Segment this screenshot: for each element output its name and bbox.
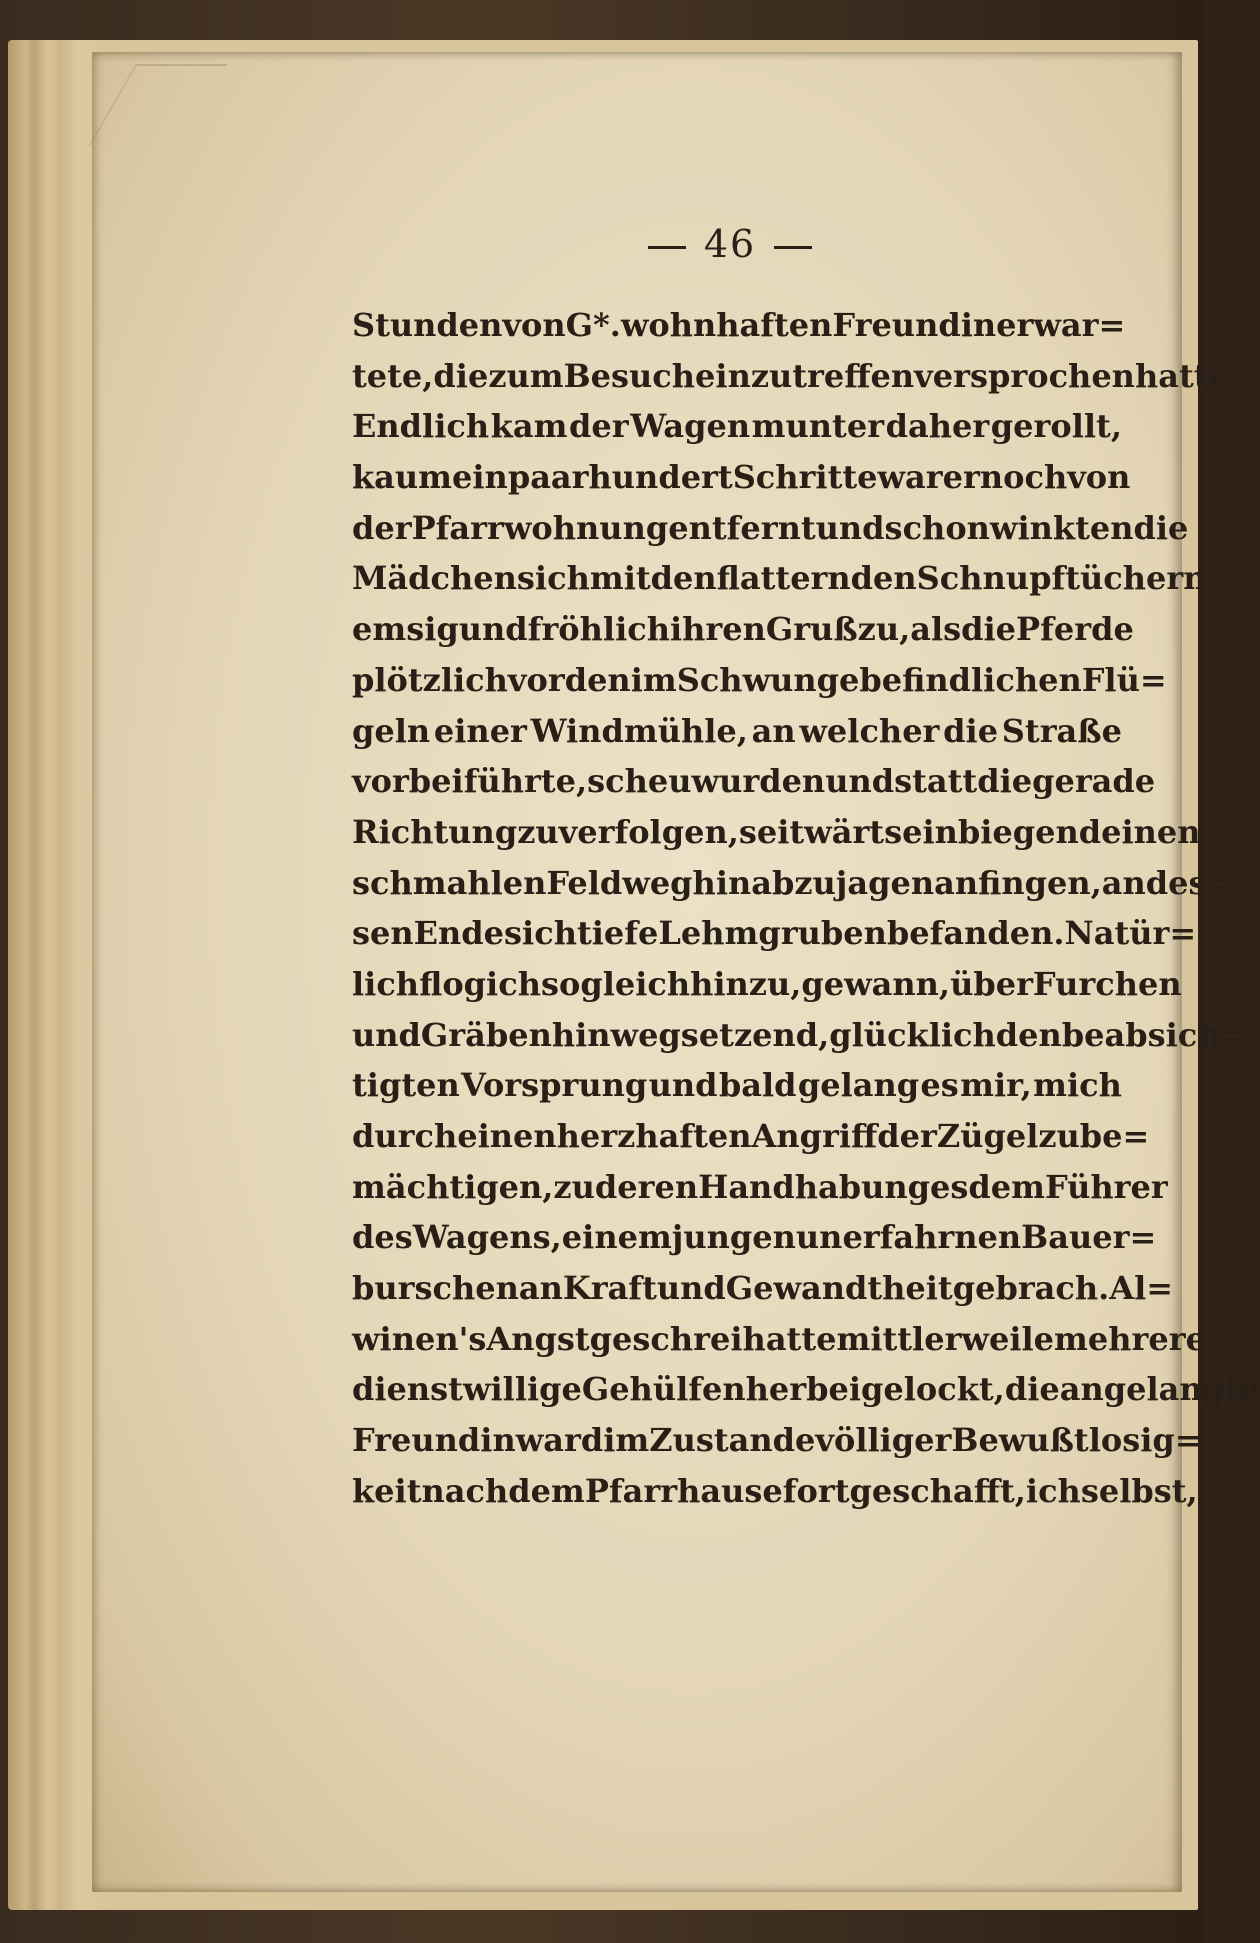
word: den	[564, 660, 631, 699]
word: ward	[515, 1421, 604, 1460]
word: von	[1067, 458, 1131, 497]
word: fortgeschafft,	[782, 1471, 1026, 1510]
word: vorbei	[352, 762, 464, 801]
word: Stunden	[352, 306, 503, 344]
word: die	[1004, 1370, 1060, 1409]
word: hatte.	[1134, 356, 1240, 395]
word: an	[751, 711, 796, 750]
word: gerollt,	[990, 407, 1122, 446]
word: emsig	[352, 610, 459, 649]
word: dem	[508, 1471, 585, 1510]
word: die	[961, 610, 1017, 649]
word: schon	[884, 508, 990, 547]
word: welcher	[799, 711, 940, 750]
word: Feldweg	[546, 863, 693, 902]
word: Lehmgruben	[658, 914, 887, 953]
header-dash-left	[648, 246, 686, 249]
word: flatternden	[716, 559, 917, 598]
word: herbeigelockt,	[745, 1370, 1005, 1409]
word: jungen	[671, 1218, 796, 1257]
word: den	[995, 1015, 1062, 1054]
word: Gräben	[420, 1015, 552, 1054]
word: hundert	[588, 458, 733, 497]
word: hinwegsetzend,	[551, 1015, 830, 1054]
word: hinabzujagen	[692, 863, 935, 902]
word: Kraft	[562, 1269, 657, 1308]
word: geln	[352, 711, 431, 750]
word: als	[910, 610, 962, 649]
word: Mädchen	[352, 559, 517, 598]
text-line	[352, 908, 1197, 959]
text-line	[352, 756, 1156, 807]
word: sich	[516, 559, 590, 598]
word: plötzlich	[352, 660, 508, 699]
word: die	[943, 711, 999, 750]
word: unerfahrnen	[795, 1218, 1022, 1257]
text-line	[352, 1415, 1202, 1466]
word: kam	[490, 407, 568, 446]
text-line	[352, 604, 1134, 655]
word: daher	[885, 407, 990, 446]
word: Ende	[413, 914, 505, 953]
word: die	[433, 356, 489, 395]
word: nach	[421, 1471, 509, 1510]
word: sen	[352, 914, 414, 953]
text-line	[352, 1212, 1157, 1263]
word: Wagens,	[412, 1218, 562, 1257]
word: Schnupftüchern	[916, 559, 1207, 598]
word: Straße	[1001, 711, 1122, 750]
word: die	[977, 762, 1033, 801]
word: befanden.	[886, 914, 1065, 953]
word: glücklich	[829, 1015, 996, 1054]
word: Pferde	[1016, 610, 1134, 649]
word: Gehülfen	[581, 1370, 746, 1409]
text-line	[352, 1010, 1248, 1061]
word: selbst,	[1080, 1471, 1198, 1510]
word: Gewandtheit	[725, 1269, 953, 1308]
word: Schritte	[732, 458, 878, 497]
word: Besuch	[563, 356, 696, 395]
word: Richtung	[352, 812, 518, 851]
text-line	[352, 452, 1131, 503]
word: Gruß	[765, 610, 858, 649]
word: erwar=	[996, 306, 1126, 344]
text-line	[352, 655, 1167, 706]
word: flog	[419, 964, 487, 1003]
word: schmahlen	[352, 863, 547, 902]
word: der	[352, 508, 412, 547]
word: ich	[486, 964, 541, 1003]
word: dem	[968, 1167, 1045, 1206]
word: Führer	[1044, 1167, 1168, 1206]
word: ich	[1025, 1471, 1081, 1510]
word: fröhlich	[527, 610, 670, 649]
word: den	[650, 559, 717, 598]
word: Angstgeschrei	[486, 1319, 743, 1358]
word: über	[950, 964, 1033, 1003]
text-line	[352, 1314, 1206, 1365]
word: und	[458, 610, 528, 649]
word: hatte	[742, 1319, 837, 1358]
word: mit	[589, 559, 651, 598]
word: wurden	[691, 762, 826, 801]
word: tete,	[352, 356, 434, 395]
word: Furchen	[1032, 964, 1182, 1003]
word: und	[815, 508, 885, 547]
word: des	[352, 1218, 413, 1257]
text-line	[352, 959, 1182, 1010]
word: verfolgen,	[558, 812, 739, 851]
word: zu	[1038, 1117, 1080, 1155]
text-line	[352, 1263, 1174, 1314]
word: scheu	[587, 762, 692, 801]
word: befindlichen	[859, 660, 1082, 699]
word: von	[502, 306, 566, 344]
word: Bewußtlosig=	[951, 1421, 1202, 1460]
body-text	[352, 300, 1260, 1517]
word: seitwärts	[738, 812, 903, 851]
word: sich	[504, 914, 577, 953]
word: gewann,	[801, 964, 951, 1003]
word: einzutreffen	[695, 356, 915, 395]
word: zu,	[857, 610, 911, 649]
word: herzhaften	[556, 1117, 752, 1155]
word: ihren	[669, 610, 766, 649]
word: Pfarrwohnung	[411, 508, 669, 547]
word: Schwunge	[676, 660, 860, 699]
word: wohnhaften	[620, 306, 833, 344]
word: noch	[979, 458, 1068, 497]
word: paar	[507, 458, 589, 497]
word: ein	[452, 458, 508, 497]
text-line	[352, 807, 1201, 858]
word: bald	[718, 1066, 797, 1105]
word: tiefe	[576, 914, 659, 953]
word: einen	[457, 1117, 557, 1155]
text-line	[352, 1466, 1198, 1517]
word: beabsich=	[1061, 1015, 1248, 1054]
word: Angriff	[751, 1117, 878, 1155]
word: die	[1133, 508, 1189, 547]
word: und	[352, 1015, 421, 1054]
word: tigten	[352, 1066, 460, 1105]
word: im	[630, 660, 677, 699]
word: Flü=	[1081, 660, 1167, 699]
text-line	[352, 706, 1122, 757]
word: der	[877, 1117, 937, 1155]
word: und	[648, 1066, 718, 1105]
word: sogleich	[540, 964, 691, 1003]
word: G*.	[565, 306, 621, 344]
page-header	[600, 222, 860, 266]
word: es	[929, 1167, 969, 1206]
word: Bauer=	[1021, 1218, 1157, 1257]
word: Pfarrhause	[584, 1471, 783, 1510]
header-dash-right	[774, 246, 812, 249]
word: an	[1101, 863, 1146, 902]
word: mittlerweile	[836, 1319, 1054, 1358]
word: be=	[1079, 1117, 1150, 1155]
word: einen	[1101, 812, 1201, 851]
word: Freundin	[352, 1421, 516, 1460]
word: winkten	[989, 508, 1134, 547]
word: anfingen,	[934, 863, 1102, 902]
word: Natür=	[1064, 914, 1197, 953]
word: kaum	[352, 458, 453, 497]
word: Freundin	[832, 306, 997, 344]
word: es	[920, 1066, 959, 1105]
word: des=	[1145, 863, 1234, 902]
word: einbiegend	[902, 812, 1102, 851]
word: führte,	[463, 762, 588, 801]
word: Handhabung	[698, 1167, 930, 1206]
text-line	[352, 1060, 1122, 1111]
word: winen's	[352, 1319, 487, 1358]
word: Zustande	[649, 1421, 816, 1460]
word: keit	[352, 1471, 422, 1510]
text-line	[352, 401, 1122, 452]
word: Vorsprung	[461, 1066, 648, 1105]
word: einer	[433, 711, 527, 750]
word: vor	[507, 660, 565, 699]
word: er	[942, 458, 980, 497]
word: Endlich	[352, 407, 490, 446]
word: im	[603, 1421, 650, 1460]
word: dienstwillige	[352, 1370, 582, 1409]
word: hinzu,	[690, 964, 802, 1003]
word: entfernt	[668, 508, 816, 547]
word: deren	[594, 1167, 699, 1206]
word: an	[518, 1269, 563, 1308]
word: durch	[352, 1117, 458, 1155]
word: der	[569, 407, 629, 446]
word: Windmühle,	[530, 711, 748, 750]
word: und	[825, 762, 895, 801]
word: versprochen	[914, 356, 1135, 395]
word: mir,	[960, 1066, 1032, 1105]
text-line	[352, 503, 1189, 554]
word: einem	[561, 1218, 672, 1257]
text-line	[352, 351, 1240, 402]
word: Wagen	[630, 407, 751, 446]
text-line	[352, 1364, 1260, 1415]
page-number: 46	[703, 222, 757, 266]
word: Zügel	[936, 1117, 1039, 1155]
word: gerade	[1032, 762, 1156, 801]
text-line	[352, 553, 1207, 604]
word: und	[656, 1269, 726, 1308]
text-line	[352, 300, 1126, 351]
text-line	[352, 858, 1234, 909]
word: völliger	[815, 1421, 952, 1460]
word: statt	[894, 762, 978, 801]
word: lich	[352, 964, 420, 1003]
word: gebrach.	[952, 1269, 1110, 1308]
word: angelangte	[1059, 1370, 1260, 1409]
text-line	[352, 1111, 1150, 1162]
word: mich	[1033, 1066, 1122, 1105]
word: burschen	[352, 1269, 519, 1308]
word: zu	[517, 812, 559, 851]
word: Al=	[1109, 1269, 1174, 1308]
word: mächtigen,	[352, 1167, 554, 1206]
word: mehrere	[1054, 1319, 1206, 1358]
text-line	[352, 1162, 1168, 1213]
word: war	[877, 458, 943, 497]
word: zum	[488, 356, 564, 395]
word: gelang	[797, 1066, 920, 1105]
word: munter	[751, 407, 885, 446]
word: zu	[553, 1167, 595, 1206]
